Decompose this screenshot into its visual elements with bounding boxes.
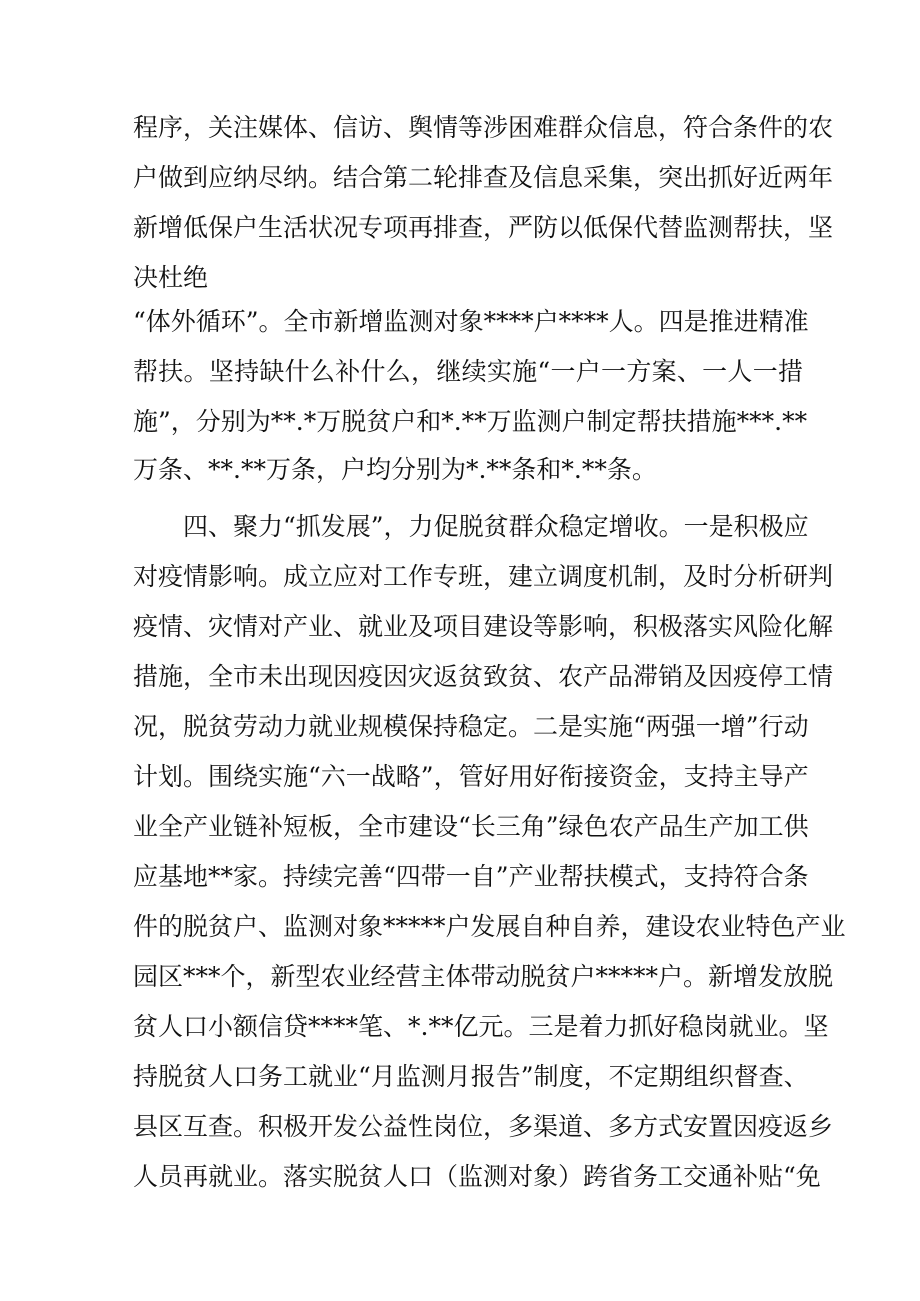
text-line: 计划。围绕实施“六一战略”，管好用好衔接资金，支持主导产 <box>133 762 809 791</box>
text-line: 户做到应纳尽纳。结合第二轮排查及信息采集，突出抓好近两年 <box>133 163 834 192</box>
text-line: 县区互查。积极开发公益性岗位，多渠道、多方式安置因疫返乡 <box>133 1112 834 1141</box>
text-line: 疫情、灾情对产业、就业及项目建设等影响，积极落实风险化解 <box>133 612 834 641</box>
text-line: 四、聚力“抓发展”，力促脱贫群众稳定增收。一是积极应 <box>133 512 809 541</box>
text-line: 应基地**家。持续完善“四带一自”产业帮扶模式，支持符合条 <box>133 862 809 891</box>
text-line: 万条、**.**万条，户均分别为*.**条和*.**条。 <box>133 455 657 484</box>
text-line: 贫人口小额信贷****笔、*.**亿元。三是着力抓好稳岗就业。坚 <box>133 1012 829 1041</box>
text-line: 业全产业链补短板，全市建设“长三角”绿色农产品生产加工供 <box>133 812 809 841</box>
text-line: 持脱贫人口务工就业“月监测月报告”制度，不定期组织督查、 <box>133 1062 809 1091</box>
text-line: 施”，分别为**.*万脱贫户和*.**万监测户制定帮扶措施***.** <box>133 407 808 436</box>
text-line: 人员再就业。落实脱贫人口（监测对象）跨省务工交通补贴“免 <box>133 1162 821 1191</box>
text-line: 件的脱贫户、监测对象*****户发展自种自养，建设农业特色产业 <box>133 912 846 941</box>
text-line: 园区***个，新型农业经营主体带动脱贫户*****户。新增发放脱 <box>133 962 834 991</box>
text-line: 对疫情影响。成立应对工作专班，建立调度机制，及时分析研判 <box>133 562 834 591</box>
text-line: 措施，全市未出现因疫因灾返贫致贫、农产品滞销及因疫停工情 <box>133 662 834 691</box>
text-line: 新增低保户生活状况专项再排查，严防以低保代替监测帮扶，坚 <box>133 213 834 242</box>
text-line: 帮扶。坚持缺什么补什么，继续实施“一户一方案、一人一措 <box>133 357 803 386</box>
text-line: 决杜绝 <box>133 263 209 292</box>
text-line: “体外循环”。全市新增监测对象****户****人。四是推进精准 <box>133 307 809 336</box>
text-line: 况，脱贫劳动力就业规模保持稳定。二是实施“两强一增”行动 <box>133 712 809 741</box>
text-line: 程序，关注媒体、信访、舆情等涉困难群众信息，符合条件的农 <box>133 113 834 142</box>
